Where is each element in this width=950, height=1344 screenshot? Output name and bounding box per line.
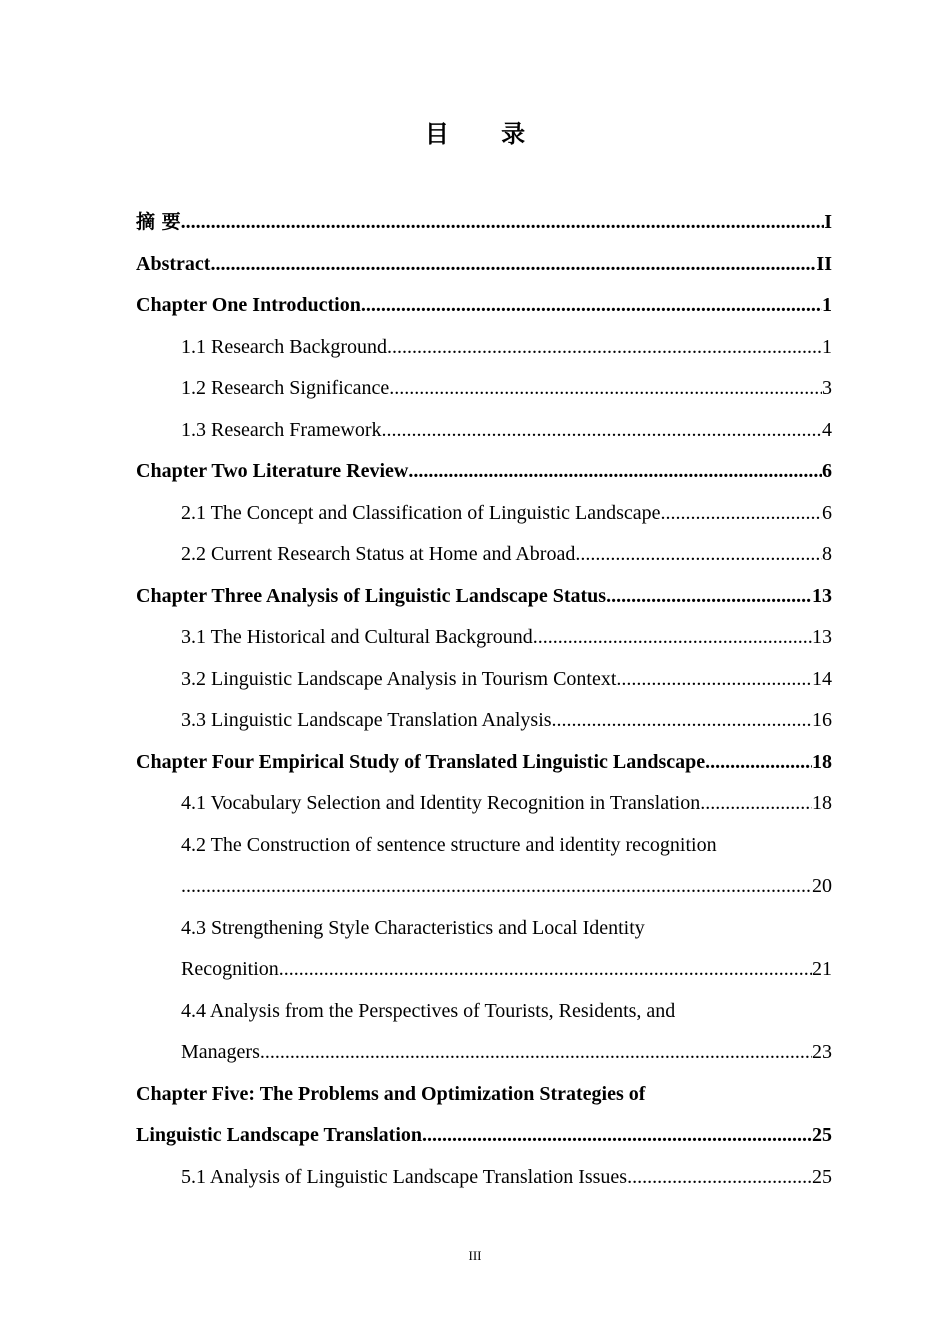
- toc-leader: [705, 742, 812, 784]
- toc-label: 2.1 The Concept and Classification of Linguistic Landscape: [181, 501, 661, 524]
- toc-page: 13: [812, 584, 832, 607]
- toc-entry-chapter-1[interactable]: [136, 285, 832, 327]
- toc-entry-1-2[interactable]: [136, 368, 832, 410]
- toc-page: 13: [812, 626, 832, 648]
- toc-label: Chapter Three Analysis of Linguistic Landscape Status: [136, 584, 607, 607]
- toc-entry-3-3[interactable]: [136, 700, 832, 742]
- toc-leader: [606, 576, 812, 618]
- toc-label: 1.2 Research Significance: [181, 377, 390, 399]
- toc-page: 14: [812, 667, 832, 690]
- toc-entry-1-1[interactable]: [136, 327, 832, 369]
- toc-label: 4.4 Analysis from the Perspectives of Tourists, Residents, and: [181, 999, 676, 1022]
- toc-page: 20: [812, 875, 832, 897]
- toc-entry-abstract-en[interactable]: [136, 244, 832, 286]
- toc-leader: [181, 866, 812, 908]
- toc-entry-4-1[interactable]: [136, 783, 832, 825]
- toc-page: 8: [822, 543, 832, 565]
- toc-leader: [279, 949, 812, 991]
- toc-entry-chapter-2[interactable]: [136, 451, 832, 493]
- toc-page: 1: [822, 335, 832, 358]
- toc-label: 4.3 Strengthening Style Characteristics and Local Identity: [181, 916, 645, 939]
- toc-label: 2.2 Current Research Status at Home and Abroad: [181, 543, 576, 565]
- toc-page: 4: [822, 418, 832, 441]
- toc-entry-3-2[interactable]: [136, 659, 832, 701]
- toc-leader: [382, 410, 823, 452]
- toc-entry-abstract-cn[interactable]: [136, 202, 832, 244]
- toc-entry-2-2[interactable]: [136, 534, 832, 576]
- toc-leader: [661, 493, 822, 535]
- toc-page: 3: [822, 377, 832, 399]
- toc-entry-4-3-line1[interactable]: [136, 908, 832, 950]
- toc-page: 1: [822, 294, 832, 316]
- toc-label: 3.1 The Historical and Cultural Background: [181, 626, 533, 648]
- toc-label: 1.3 Research Framework: [181, 418, 382, 441]
- page-number-footer: III: [468, 1248, 482, 1263]
- toc-leader: [387, 327, 822, 369]
- toc-label: 3.3 Linguistic Landscape Translation Analysis: [181, 709, 552, 731]
- toc-entry-4-2-line2[interactable]: [136, 866, 832, 908]
- toc-label: 1.1 Research Background: [181, 335, 388, 358]
- toc-label: 摘 要: [136, 211, 181, 233]
- toc-page: 21: [812, 958, 832, 980]
- toc-entry-chapter-5-line1[interactable]: [136, 1074, 832, 1116]
- toc-page: 18: [812, 750, 832, 773]
- table-of-contents: [136, 202, 832, 1198]
- toc-page: 23: [812, 1041, 832, 1063]
- toc-label: 4.1 Vocabulary Selection and Identity Recognition in Translation.: [181, 792, 706, 814]
- toc-label: Chapter Five: The Problems and Optimization Strategies of: [136, 1082, 646, 1105]
- toc-label: 3.2 Linguistic Landscape Analysis in Tourism Context: [181, 667, 617, 690]
- toc-leader: [260, 1032, 812, 1074]
- toc-label-continued: Managers: [181, 1041, 260, 1063]
- toc-entry-4-2-line1[interactable]: [136, 825, 832, 867]
- toc-label-continued: Linguistic Landscape Translation: [136, 1124, 422, 1146]
- toc-page: 6: [822, 501, 832, 524]
- toc-leader: [181, 202, 825, 244]
- toc-entry-5-1[interactable]: [136, 1157, 832, 1199]
- toc-leader: [616, 659, 812, 701]
- toc-label: 5.1 Analysis of Linguistic Landscape Translation Issues: [181, 1165, 628, 1188]
- toc-label: 4.2 The Construction of sentence structure and identity recognition: [181, 833, 717, 856]
- toc-page: 18: [812, 792, 832, 814]
- toc-entry-chapter-5-line2[interactable]: [136, 1115, 832, 1157]
- toc-page: 25: [812, 1124, 832, 1146]
- toc-entry-chapter-3[interactable]: [136, 576, 832, 618]
- page-title: 目 录: [424, 120, 548, 148]
- toc-entry-chapter-4[interactable]: [136, 742, 832, 784]
- toc-entry-4-4-line1[interactable]: [136, 991, 832, 1033]
- toc-label-continued: Recognition: [181, 958, 279, 980]
- toc-label: Chapter Four Empirical Study of Translated Linguistic Landscape: [136, 750, 706, 773]
- toc-leader: [575, 534, 822, 576]
- toc-leader: [361, 285, 822, 327]
- toc-leader: [533, 617, 812, 659]
- toc-label: Chapter Two Literature Review: [136, 460, 409, 482]
- toc-entry-4-4-line2[interactable]: [136, 1032, 832, 1074]
- toc-leader: [627, 1157, 812, 1199]
- toc-label: Abstract: [136, 252, 211, 275]
- toc-leader: [389, 368, 822, 410]
- toc-leader: [422, 1115, 812, 1157]
- toc-leader: [705, 783, 812, 825]
- toc-page: 16: [812, 709, 832, 731]
- toc-entry-4-3-line2[interactable]: [136, 949, 832, 991]
- toc-leader: [210, 244, 816, 286]
- toc-entry-2-1[interactable]: [136, 493, 832, 535]
- toc-page: I: [824, 211, 832, 233]
- toc-page: 25: [812, 1165, 832, 1188]
- toc-page: 6: [822, 460, 832, 482]
- toc-leader: [552, 700, 812, 742]
- toc-label: Chapter One Introduction: [136, 294, 361, 316]
- toc-entry-1-3[interactable]: [136, 410, 832, 452]
- toc-page: II: [816, 252, 832, 275]
- toc-leader: [408, 451, 822, 493]
- toc-entry-3-1[interactable]: [136, 617, 832, 659]
